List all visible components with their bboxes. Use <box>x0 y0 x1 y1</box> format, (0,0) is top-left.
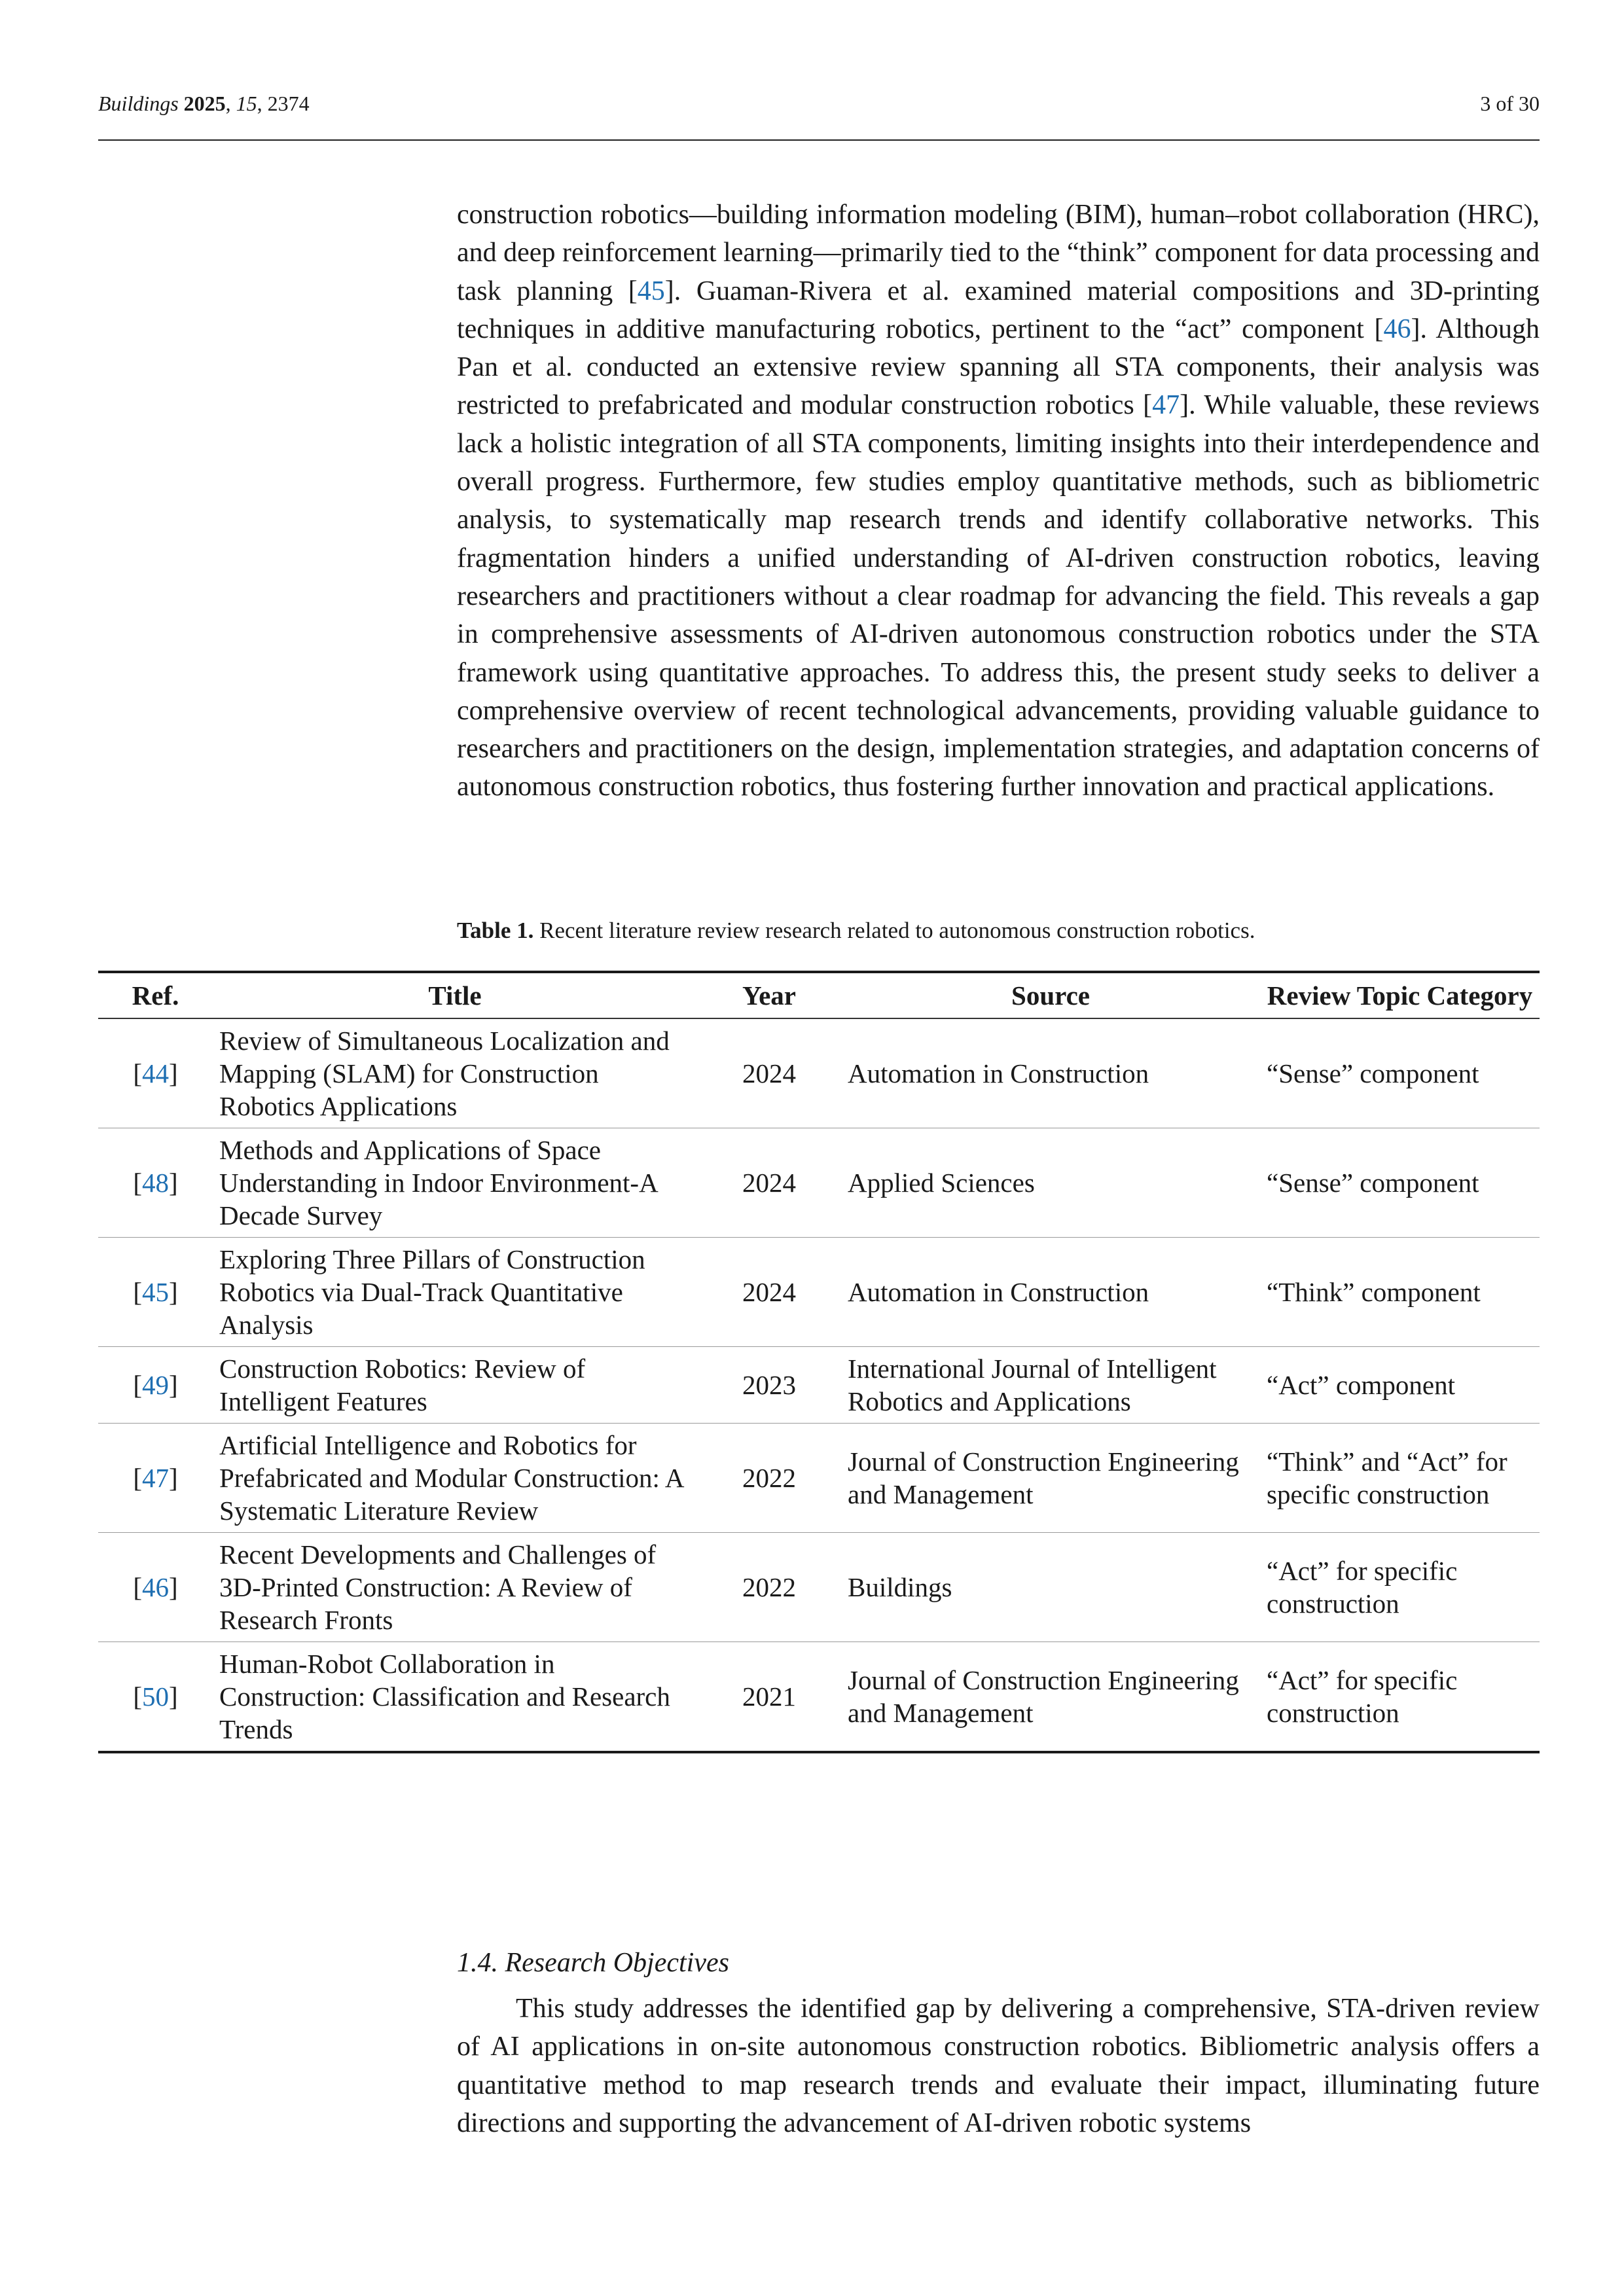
journal-citation: Buildings 2025, 15, 2374 <box>98 92 310 115</box>
column-header-ref: Ref. <box>98 972 213 1018</box>
citation-link[interactable]: 45 <box>637 276 665 306</box>
column-header-source: Source <box>841 972 1260 1018</box>
title-cell: Methods and Applications of Space Understanding in Indoor Environment-A Decade Survey <box>213 1128 697 1238</box>
ref-cell: [44] <box>98 1018 213 1128</box>
citation-link[interactable]: 47 <box>1152 390 1180 421</box>
source-cell: Buildings <box>841 1533 1260 1642</box>
column-header-category: Review Topic Category <box>1260 972 1540 1018</box>
source-cell: Journal of Construction Engineering and Management <box>841 1424 1260 1533</box>
year-cell: 2022 <box>697 1533 841 1642</box>
year-cell: 2024 <box>697 1128 841 1238</box>
table-body <box>98 1018 1540 1752</box>
title-cell: Review of Simultaneous Localization and Mapping (SLAM) for Construction Robotics Applications <box>213 1018 697 1128</box>
source-cell: Automation in Construction <box>841 1238 1260 1347</box>
ref-cell: [45] <box>98 1238 213 1347</box>
title-cell: Human-Robot Collaboration in Construction: Classification and Research Trends <box>219 1649 670 1744</box>
category-cell: “Think” component <box>1260 1238 1540 1347</box>
paragraph-text: construction robotics—building information modeling (BIM), human–robot collaboration (HRC), and deep reinforcement learning—primarily tied to the “think” component for data processing and task planning [ <box>457 200 1540 306</box>
column-header-year: Year <box>697 972 841 1018</box>
journal-volume: 15 <box>236 92 257 115</box>
table-row <box>98 1347 1540 1424</box>
ref-cell: [48] <box>98 1128 213 1238</box>
category-cell: “Act” component <box>1260 1347 1540 1424</box>
category-cell: “Sense” component <box>1260 1128 1540 1238</box>
journal-name: Buildings <box>98 92 179 115</box>
citation-link[interactable]: 49 <box>142 1370 169 1400</box>
header-rule <box>98 139 1540 141</box>
citation-link[interactable]: 47 <box>142 1463 169 1493</box>
title-cell: Construction Robotics: Review of Intelligent Features <box>213 1347 697 1424</box>
source-cell: International Journal of Intelligent Robotics and Applications <box>841 1347 1260 1424</box>
citation-link[interactable]: 50 <box>142 1681 169 1712</box>
table-caption-label: Table 1. <box>457 918 534 943</box>
citation-link[interactable]: 46 <box>1383 314 1411 344</box>
year-cell: 2023 <box>697 1347 841 1424</box>
citation-link[interactable]: 45 <box>142 1277 169 1307</box>
literature-table-grid <box>98 971 1540 1753</box>
section-heading: 1.4. Research Objectives <box>457 1948 729 1978</box>
ref-cell: [49] <box>98 1347 213 1424</box>
table-row <box>98 1424 1540 1533</box>
source-cell: Journal of Construction Engineering and Management <box>848 1665 1239 1728</box>
table-row <box>98 1642 1540 1753</box>
category-cell: “Act” for specific construction <box>1267 1665 1458 1728</box>
body-paragraph-2: This study addresses the identified gap by delivering a comprehensive, STA-driven review of AI applications in on-site autonomous construction robotics. Bibliometric analysis offers a quantitative method to map research trends and evaluate their impact, illuminating future directions and supporting the advancement of AI-driven robotic systems <box>457 1994 1540 2138</box>
title-cell: Recent Developments and Challenges of 3D-Printed Construction: A Review of Research Fronts <box>213 1533 697 1642</box>
ref-cell: [50] <box>133 1681 178 1712</box>
page-number: 3 of 30 <box>1480 92 1540 115</box>
paragraph-text: ]. Although Pan et al. conducted an extensive review spanning all STA components, their analysis was restricted to prefabricated and modular construction robotics [ <box>457 314 1540 421</box>
table-row <box>98 1533 1540 1642</box>
page-header <box>98 90 1540 117</box>
table-row <box>98 1128 1540 1238</box>
year-cell: 2021 <box>742 1681 796 1712</box>
citation-link[interactable]: 46 <box>142 1572 169 1602</box>
category-cell: “Act” for specific construction <box>1260 1533 1540 1642</box>
citation-link[interactable]: 48 <box>142 1168 169 1198</box>
paragraph-text: ]. While valuable, these reviews lack a holistic integration of all STA components, limiting insights into their interdependence and overall progress. Furthermore, few studies employ quantitative methods, such as bibliometric analysis, to systematically map research trends and identify collaborative networks. This fragmentation hinders a unified understanding of AI-driven construction robotics, leaving researchers and practitioners without a clear roadmap for advancing the field. This reveals a gap in comprehensive assessments of AI-driven autonomous construction robotics under the STA framework using quantitative approaches. To address this, the present study seeks to deliver a comprehensive overview of recent technological advancements, providing valuable guidance to researchers and practitioners on the design, implementation strategies, and adaptation concerns of autonomous construction robotics, thus fostering further innovation and practical applications. <box>457 390 1540 802</box>
table-row <box>98 1238 1540 1347</box>
paragraph-text: ]. Guaman-Rivera et al. examined material compositions and 3D-printing techniques in additive manufacturing robotics, pertinent to the “act” component [ <box>457 276 1540 344</box>
ref-cell: [47] <box>98 1424 213 1533</box>
ref-cell: [46] <box>98 1533 213 1642</box>
title-cell: Exploring Three Pillars of Construction Robotics via Dual-Track Quantitative Analysis <box>213 1238 697 1347</box>
table-caption-text: Recent literature review research related to autonomous construction robotics. <box>533 918 1255 943</box>
citation-link[interactable]: 44 <box>142 1058 169 1088</box>
journal-year: 2025 <box>183 92 226 115</box>
title-cell: Artificial Intelligence and Robotics for Prefabricated and Modular Construction: A Systematic Literature Review <box>213 1424 697 1533</box>
table-row <box>98 1018 1540 1128</box>
year-cell: 2022 <box>697 1424 841 1533</box>
source-cell: Applied Sciences <box>841 1128 1260 1238</box>
literature-table <box>98 971 1540 1753</box>
table-header-row <box>98 972 1540 1018</box>
article-number: 2374 <box>267 92 310 115</box>
body-paragraph-1 <box>457 196 1540 806</box>
category-cell: “Think” and “Act” for specific construction <box>1260 1424 1540 1533</box>
column-header-title: Title <box>213 972 697 1018</box>
year-cell: 2024 <box>697 1018 841 1128</box>
table-caption <box>457 916 1540 945</box>
year-cell: 2024 <box>697 1238 841 1347</box>
source-cell: Automation in Construction <box>841 1018 1260 1128</box>
category-cell: “Sense” component <box>1260 1018 1540 1128</box>
